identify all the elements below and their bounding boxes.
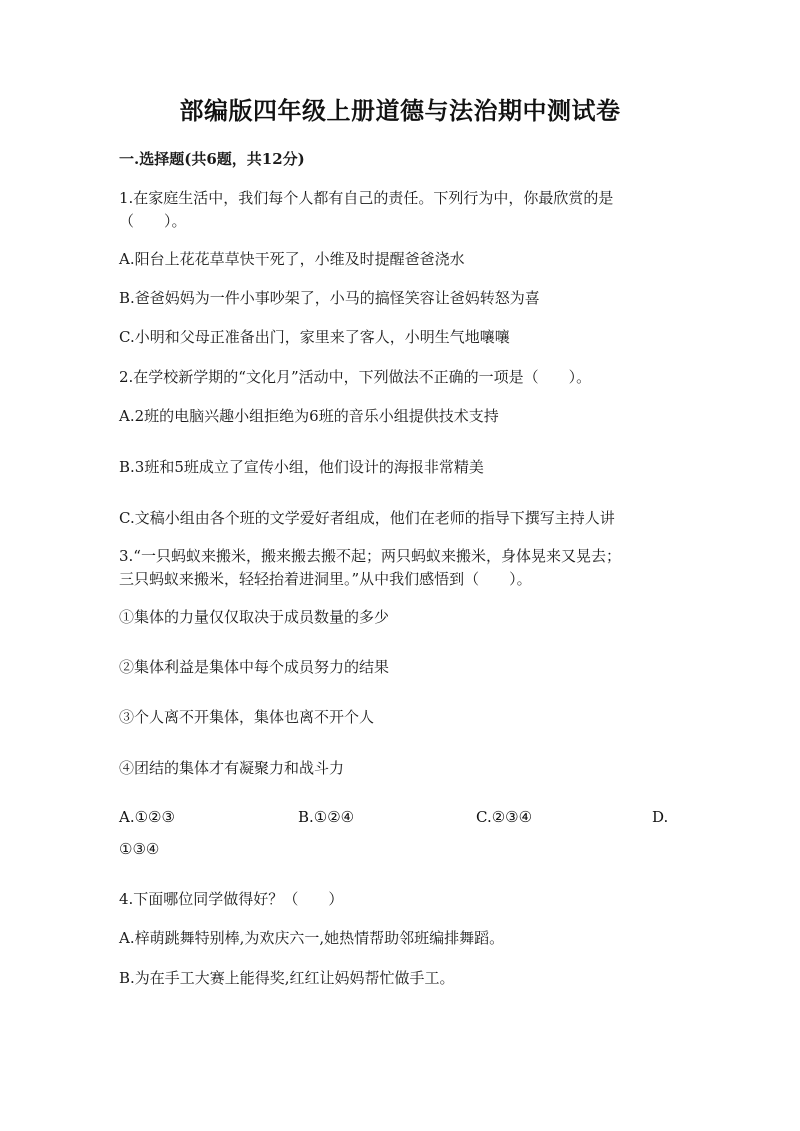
section-heading: 一.选择题(共6题，共12分): [119, 150, 305, 168]
question-3-option-d: D.: [652, 808, 669, 826]
question-4-option-b: B.为在手工大赛上能得奖,红红让妈妈帮忙做手工。: [119, 969, 455, 987]
question-1-option-c: C.小明和父母正准备出门，家里来了客人，小明生气地嚷嚷: [119, 328, 510, 346]
question-1-option-a: A.阳台上花花草草快干死了，小维及时提醒爸爸浇水: [119, 250, 465, 268]
question-1-stem-line-2: （ ）。: [119, 212, 187, 230]
question-1-option-b: B.爸爸妈妈为一件小事吵架了，小马的搞怪笑容让爸妈转怒为喜: [119, 289, 540, 307]
question-2-stem: 2.在学校新学期的“文化月”活动中，下列做法不正确的一项是（ ）。: [119, 368, 592, 386]
question-4-stem: 4.下面哪位同学做得好？（ ）: [119, 890, 344, 908]
question-3-option-a: A.①②③: [119, 808, 175, 826]
question-2-option-c: C.文稿小组由各个班的文学爱好者组成，他们在老师的指导下撰写主持人讲: [119, 509, 615, 527]
question-3-option-c: C.②③④: [476, 808, 533, 826]
question-3-options-row: [119, 806, 667, 828]
question-3-statement-4: ④团结的集体才有凝聚力和战斗力: [119, 759, 345, 777]
question-4-option-a: A.梓萌跳舞特别棒,为欢庆六一,她热情帮助邻班编排舞蹈。: [119, 929, 505, 947]
question-1-stem-line-1: 1.在家庭生活中，我们每个人都有自己的责任。下列行为中，你最欣赏的是: [119, 189, 614, 207]
question-3-stem-line-2: 三只蚂蚁来搬米，轻轻抬着进洞里。”从中我们感悟到（ ）。: [119, 570, 532, 588]
question-3-option-d-continued: ①③④: [119, 840, 160, 858]
question-3-statement-2: ②集体利益是集体中每个成员努力的结果: [119, 658, 390, 676]
question-3-stem-line-1: 3.“一只蚂蚁来搬米，搬来搬去搬不起；两只蚂蚁来搬米，身体晃来又晃去；: [119, 547, 621, 565]
page-title: 部编版四年级上册道德与法治期中测试卷: [179, 96, 621, 125]
question-2-option-a: A.2班的电脑兴趣小组拒绝为6班的音乐小组提供技术支持: [119, 407, 499, 425]
question-2-option-b: B.3班和5班成立了宣传小组，他们设计的海报非常精美: [119, 458, 484, 476]
question-3-option-b: B.①②④: [298, 808, 355, 826]
question-3-statement-1: ①集体的力量仅仅取决于成员数量的多少: [119, 608, 390, 626]
question-3-statement-3: ③个人离不开集体，集体也离不开个人: [119, 708, 375, 726]
